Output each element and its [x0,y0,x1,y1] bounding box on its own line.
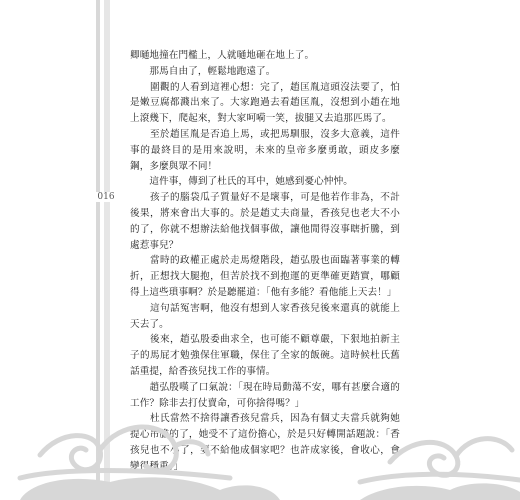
paragraph: 杜氏當然不捨得讓香孩兒當兵，因為有個丈夫當兵就夠她提心吊膽的了，她受不了這份擔心，於是只好轉開話題說：「香孩兒也不小了，要不給他成個家吧？也許成家後，會收心，會變得穩重。」 [130,413,400,472]
paragraph: 至於趙匡胤是否追上馬，或把馬馴服，沒多大意義，這件事的最終目的是用來說明，未來的皇帝多麼勇敢，頭皮多麼鋼，多麼與眾不同！ [130,128,400,172]
paragraph: 孩子的腦袋瓜子質量好不是壞事，可是他若作非為，不計後果，將來會出大事的。於是趙丈夫商量，香孩兒也老大不小的了，你就不想辦法給他找個事做，讓他閒得沒事瞎折騰，到處惹事兒？ [130,192,400,251]
page-number: 016 [95,192,117,202]
paragraph: 那馬自由了，輕鬆地跑遠了。 [130,65,276,77]
paragraph: 當時的政權正處於走馬燈階段，趙弘殷也面臨著事業的轉折，正想找大腿抱，但苦於找不到抱運的更準確更踏實，哪顧得上這些瑣事啊？於是聽罷道：「他有多能？看他能上天去！」 [130,255,400,298]
paragraph: 這件事，傳到了杜氏的耳中，她感到憂心忡忡。 [130,176,353,188]
paragraph: 趙弘殷嘆了口氣說：「現在時局動蕩不安，哪有甚麼合適的工作？除非去打仗賣命，可你捨得嗎？」 [130,381,400,409]
cloud-ornament-icon [0,350,520,500]
paragraph: 圍觀的人看到這裡心想：完了，趙匡胤這頭沒法要了，怕是嫩豆腐都濺出來了。大家跑過去看趙匡胤，沒想到小趙在地上滾幾下，爬起來，對大家呵嗬一笑，拔腿又去追那匹馬了。 [130,81,400,125]
paragraph: 這句話冤害啊，他沒有想到人家香孩兒後來還真的就能上天去了。 [130,302,400,330]
paragraph: 後來，趙弘殷委曲求全，也可能不顧尊嚴，下狠地拍新主子的馬屁才勉強保住軍職，保住了全家的飯碗。這時候杜氏舊話重提，給香孩兒找工作的事情。 [130,334,400,377]
paragraph: 卿嗵地撞在門檻上，人就嗵地砸在地上了。 [130,50,315,61]
